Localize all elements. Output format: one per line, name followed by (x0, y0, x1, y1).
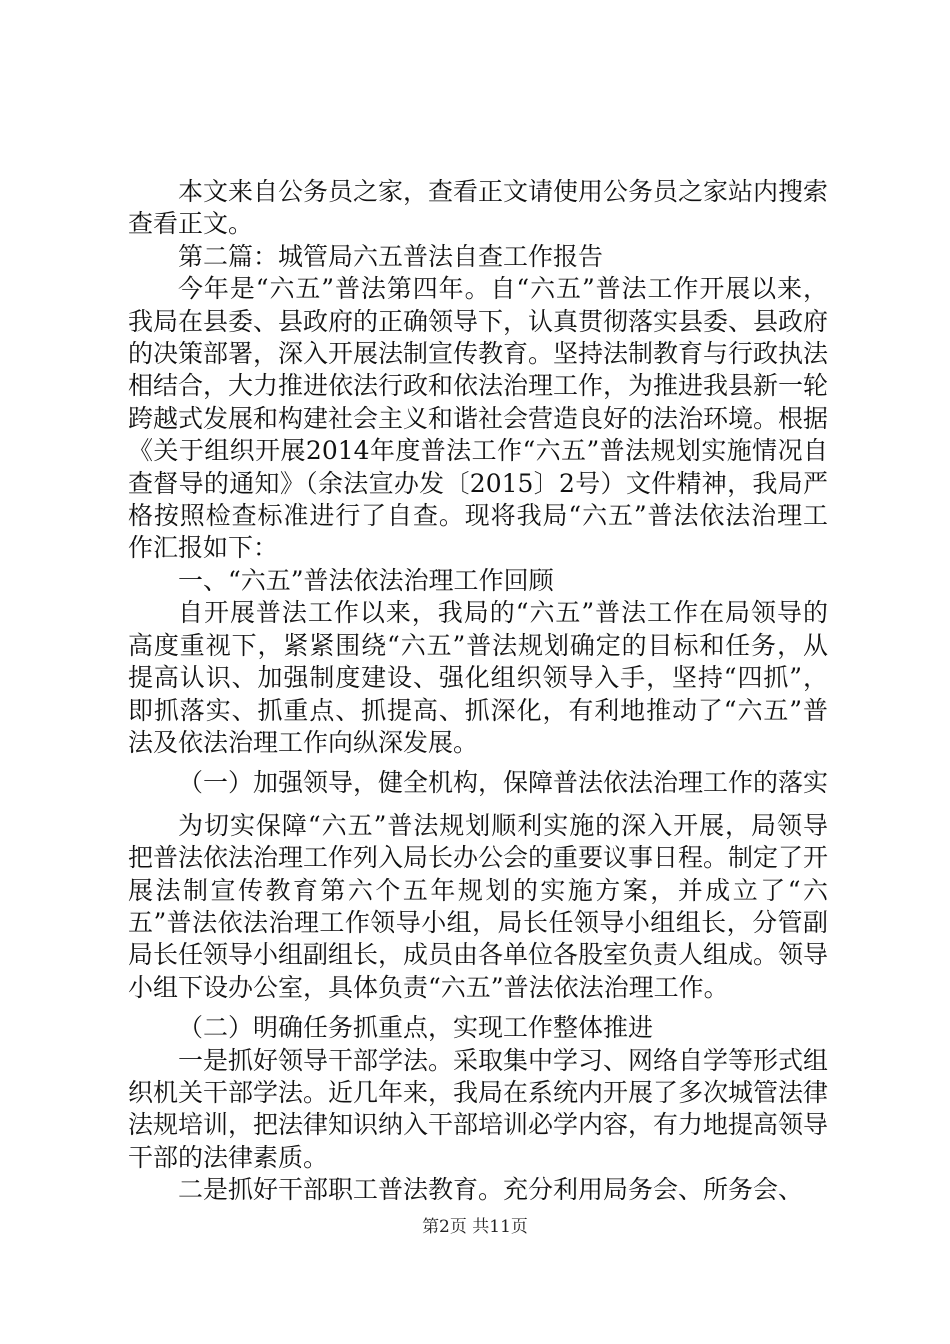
body-paragraph: 一是抓好领导干部学法。采取集中学习、网络自学等形式组织机关干部学法。近几年来，我局在系统内开展了多次城管法律法规培训，把法律知识纳入干部培训必学内容，有力地提高领导干部的法律素质。 (128, 1045, 829, 1172)
article-title: 第二篇：城管局六五普法自查工作报告 (178, 241, 604, 271)
page-number-footer: 第2页 共11页 (422, 1217, 528, 1237)
section-heading: 一、“六五”普法依法治理工作回顾 (178, 565, 554, 595)
body-paragraph: 为切实保障“六五”普法规划顺利实施的深入开展，局领导把普法依法治理工作列入局长办公会的重要议事日程。制定了开展法制宣传教育第六个五年规划的实施方案，并成立了“六五”普法依法治理工作领导小组，局长任领导小组组长，分管副局长任领导小组副组长，成员由各单位各股室负责人组成。领导小组下设办公室，具体负责“六五”普法依法治理工作。 (128, 810, 829, 1002)
intro-paragraph: 本文来自公务员之家，查看正文请使用公务员之家站内搜索查看正文。 (128, 177, 829, 239)
body-paragraph: 自开展普法工作以来，我局的“六五”普法工作在局领导的高度重视下，紧紧围绕“六五”普法规划确定的目标和任务，从提高认识、加强制度建设、强化组织领导入手，坚持“四抓”，即抓落实、抓重点、抓提高、抓深化，有利地推动了“六五”普法及依法治理工作向纵深发展。 (128, 598, 828, 757)
body-paragraph: 二是抓好干部职工普法教育。充分利用局务会、所务会、 (178, 1175, 804, 1205)
body-paragraph: 今年是“六五”普法第四年。自“六五”普法工作开展以来，我局在县委、县政府的正确领导下，认真贯彻落实县委、县政府的决策部署，深入开展法制宣传教育。坚持法制教育与行政执法相结合，大力推进依法行政和依法治理工作，为推进我县新一轮跨越式发展和构建社会主义和谐社会营造良好的法治环境。根据《关于组织开展2014年度普法工作“六五”普法规划实施情况自查督导的通知》（余法宣办发〔2015〕2号）文件精神，我局严格按照检查标准进行了自查。现将我局“六五”普法依法治理工作汇报如下： (128, 274, 829, 563)
subsection-heading: （一）加强领导，健全机构，保障普法依法治理工作的落实 (178, 768, 829, 798)
subsection-heading: （二）明确任务抓重点，实现工作整体推进 (178, 1013, 654, 1043)
document-body (128, 176, 828, 1207)
